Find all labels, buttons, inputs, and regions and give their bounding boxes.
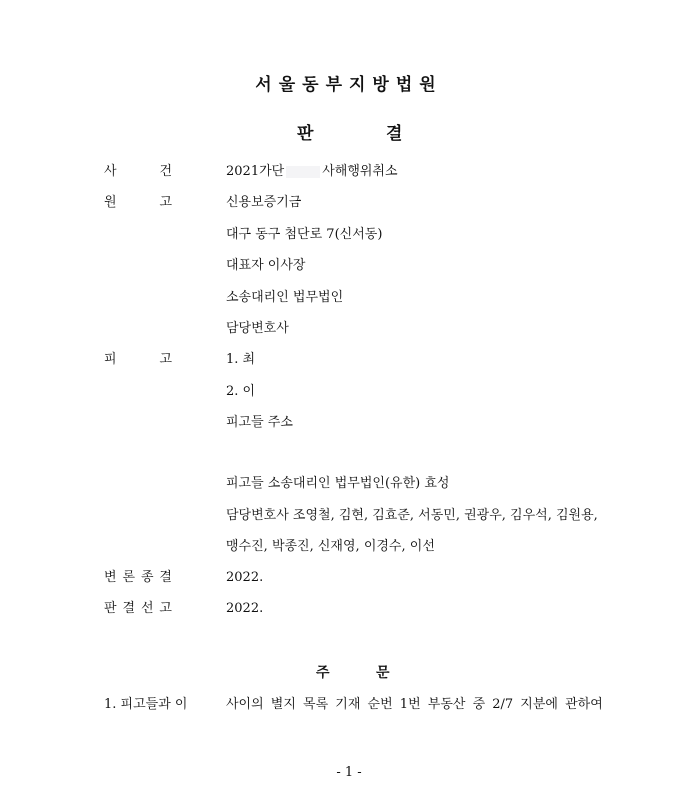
defendant-1: 1. 최 — [226, 352, 256, 367]
document-title-part2: 결 — [386, 124, 403, 144]
defendant-counsel: 피고들 소송대리인 법무법인(유한) 효성 — [226, 476, 450, 491]
closing-date-label: 변 론 종 결 — [104, 570, 172, 585]
case-label: 사 건 — [104, 164, 172, 179]
defendant-label: 피 고 — [104, 352, 172, 367]
closing-date-value: 2022. — [226, 570, 264, 585]
order-title-part2: 문 — [376, 665, 390, 681]
case-name: 사해행위취소 — [322, 164, 398, 179]
plaintiff-name: 신용보증기금 — [226, 195, 302, 210]
plaintiff-attorney: 담당변호사 — [226, 321, 289, 336]
court-name: 서울동부지방법원 — [255, 75, 443, 95]
defendant-2: 2. 이 — [226, 384, 256, 399]
order-title-part1: 주 — [316, 665, 330, 681]
page-number: - 1 - — [336, 765, 362, 780]
defendant-attorneys-2: 맹수진, 박종진, 신재영, 이경수, 이선 — [226, 539, 435, 554]
defendant-address: 피고들 주소 — [226, 415, 293, 430]
plaintiff-label: 원 고 — [104, 195, 172, 210]
plaintiff-representative: 대표자 이사장 — [226, 258, 306, 273]
order-line-1-lead: 1. 피고들과 이 — [104, 697, 188, 712]
judgment-date-value: 2022. — [226, 601, 264, 616]
case-number: 2021가단 — [226, 164, 285, 179]
judgment-date-label: 판 결 선 고 — [104, 601, 172, 616]
plaintiff-counsel: 소송대리인 법무법인 — [226, 290, 344, 305]
defendant-attorneys-1: 담당변호사 조영철, 김현, 김효준, 서동민, 권광우, 김우석, 김원용, — [226, 508, 598, 523]
order-line-1-body: 사이의 별지 목록 기재 순번 1번 부동산 중 2/7 지분에 관하여 — [226, 697, 603, 712]
redaction-mask — [286, 166, 320, 178]
plaintiff-address: 대구 동구 첨단로 7(신서동) — [226, 227, 383, 242]
case-value — [226, 164, 398, 180]
document-title-part1: 판 — [297, 124, 314, 144]
